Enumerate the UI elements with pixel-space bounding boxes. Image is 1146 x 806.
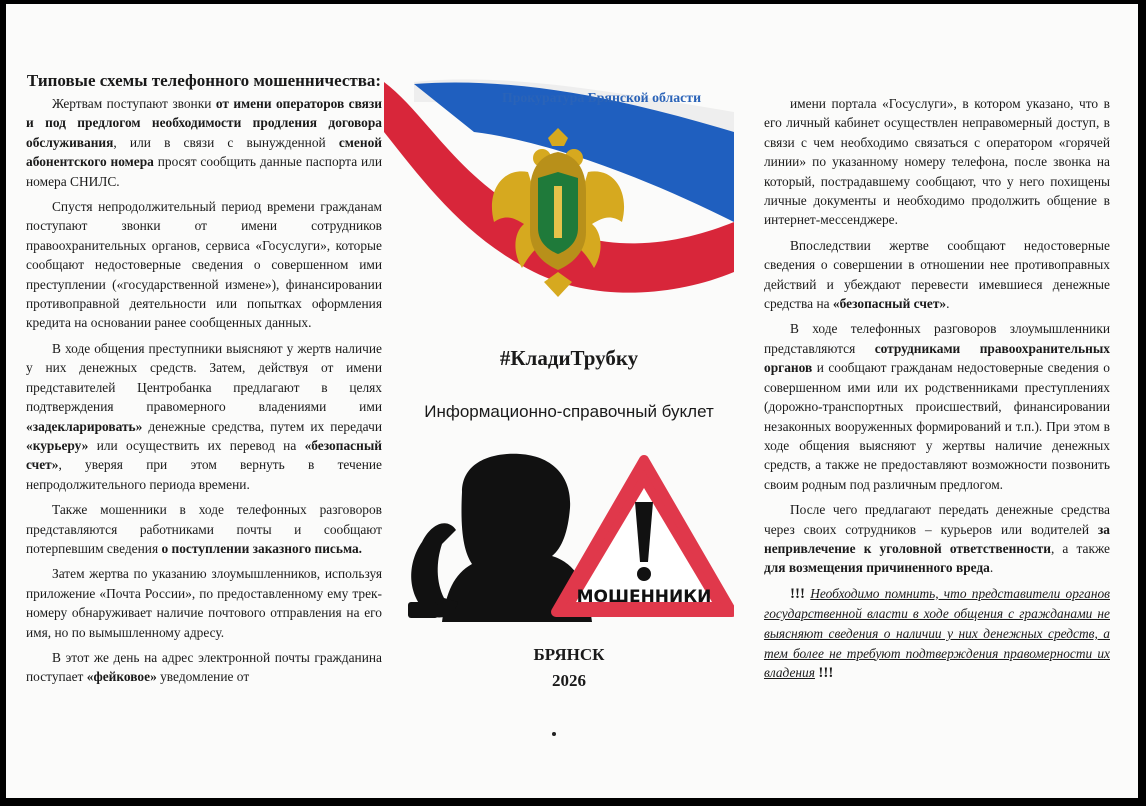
bold-phrase: «безопасный счет» xyxy=(26,437,382,473)
small-dot xyxy=(552,732,556,736)
left-column xyxy=(26,70,382,693)
hashtag-title: #КладиТрубку xyxy=(499,346,639,370)
bold-phrase: «безопасный счет» xyxy=(832,296,947,312)
city-name: БРЯНСК xyxy=(533,645,605,664)
bold-phrase: о поступлении заказного письма. xyxy=(161,540,363,556)
organization-name: Прокуратура Брянской области xyxy=(502,90,702,105)
paragraph xyxy=(26,648,382,687)
year: 2026 xyxy=(552,671,586,690)
text-run: В ходе телефонных разговоров злоумышленники представляются xyxy=(764,321,1110,356)
text-run: , или в связи с вынужденной xyxy=(113,134,339,150)
bold-phrase: «курьеру» xyxy=(26,437,89,453)
right-paragraphs xyxy=(764,94,1110,578)
text-run: После чего предлагают передать денежные средства через своих сотрудников – курьеров или водителей xyxy=(764,502,1110,537)
note-text: Необходимо помнить, что представители органов государственной власти в ходе общения с гражданами не выясняют сведения о наличии у них денежных средств, а тем более не требуют подтверждения правомерности их владения xyxy=(764,585,1110,681)
text-run: имени портала «Госуслуги», в котором указано, что в его личный кабинет осуществлен неправомерный доступ, в связи с чем необходимо связаться с оператором «горячей линии» по указанному номеру телефона, после звонка на который, пострадавшему сообщают, что у него похищены личные документы и необходимо продолжить общение в интернет-мессенджере. xyxy=(764,96,1110,228)
text-run: , а также xyxy=(1050,540,1110,556)
bold-phrase: сотрудниками правоохранительных органов xyxy=(764,340,1110,376)
bold-phrase: «фейковое» xyxy=(86,669,157,685)
important-note xyxy=(764,584,1110,684)
paragraph xyxy=(764,236,1110,314)
text-run: просят сообщить данные паспорта или номера СНИЛС. xyxy=(26,154,383,189)
scammer-warning-graphic xyxy=(402,452,734,622)
paragraph xyxy=(26,197,382,333)
text-run: денежные средства, путем их передачи xyxy=(142,418,382,434)
paragraph xyxy=(764,500,1110,578)
booklet-subtitle: Информационно-справочный буклет xyxy=(424,402,714,421)
text-run: и сообщают гражданам недостоверные сведения о совершенном ими или их родственниками преступлениях (дорожно-транспортных происшествий, финансировании незаконных вооруженных формирований и т.п.). При этом в ходе общения выясняют у жертвы наличие денежных средств, а также не предоставляют возможности позвонить своим родным под различным предлогом. xyxy=(764,360,1110,492)
paragraph xyxy=(26,564,382,642)
text-run: или осуществить их перевод на xyxy=(88,437,305,453)
left-paragraphs xyxy=(26,94,382,687)
text-run: Впоследствии жертве сообщают недостоверные сведения о совершении в отношении нее противоправных действий и убеждают перевести имевшиеся денежные средства на xyxy=(764,237,1110,312)
text-run: уведомление от xyxy=(156,669,250,685)
left-heading: Типовые схемы телефонного мошенничества: xyxy=(26,71,382,90)
bold-phrase: «задекларировать» xyxy=(26,418,143,434)
text-run: Также мошенники в ходе телефонных разговоров представляются работниками почты и сообщают потерпевшим сведения xyxy=(26,502,382,556)
text-run: В этот же день на адрес электронной почты гражданина поступает xyxy=(26,649,382,685)
paragraph xyxy=(764,319,1110,494)
paragraph xyxy=(764,94,1110,230)
paragraph xyxy=(26,339,382,494)
bold-phrase: для возмещения причиненного вреда xyxy=(764,560,990,576)
booklet-page xyxy=(6,4,1138,798)
paragraph xyxy=(26,500,382,558)
flag-emblem-graphic xyxy=(384,72,734,312)
bold-phrase: от имени операторов связи и под предлогом необходимости продления договора обслуживания xyxy=(26,96,382,150)
text-run: Жертвам поступают звонки xyxy=(52,96,216,111)
text-run: Спустя непродолжительный период времени гражданам поступают звонки от имени сотрудников правоохранительных органов, сервиса «Госуслуги», которые сообщают недостоверные сведения о совершенном ими преступлении («государственной измене»), финансировании противоправной деятельности или попытках оформления кредита на основании ранее сообщенных данных. xyxy=(26,199,382,331)
text-run: , уверяя при этом вернуть в течение непродолжительного периода времени. xyxy=(26,457,382,492)
right-column xyxy=(764,94,1110,684)
cover-column xyxy=(384,64,754,764)
bold-phrase: за непривлечение к уголовной ответственности xyxy=(764,521,1110,556)
city-year xyxy=(384,642,754,694)
note-exclamation-lead: !!! xyxy=(790,585,805,602)
note-exclamation-tail: !!! xyxy=(818,665,834,682)
bold-phrase: сменой абонентского номера xyxy=(26,134,382,170)
warning-label: МОШЕННИКИ xyxy=(576,587,712,607)
text-run: В ходе общения преступники выясняют у жертв наличие у них денежных средств. Затем, действуя от имени представителей Центробанка предлагают в целях подтверждения правомерного владениями ими xyxy=(26,340,382,415)
paragraph xyxy=(26,94,382,191)
text-run: . xyxy=(989,560,994,576)
text-run: . xyxy=(946,296,950,312)
warning-triangle-icon xyxy=(556,460,732,612)
text-run: Затем жертва по указанию злоумышленников, используя приложение «Почта России», по предоставленному ему трек-номеру обнаруживает наличие почтового отправления на его имя, но по вымышленному адресу. xyxy=(26,566,382,640)
